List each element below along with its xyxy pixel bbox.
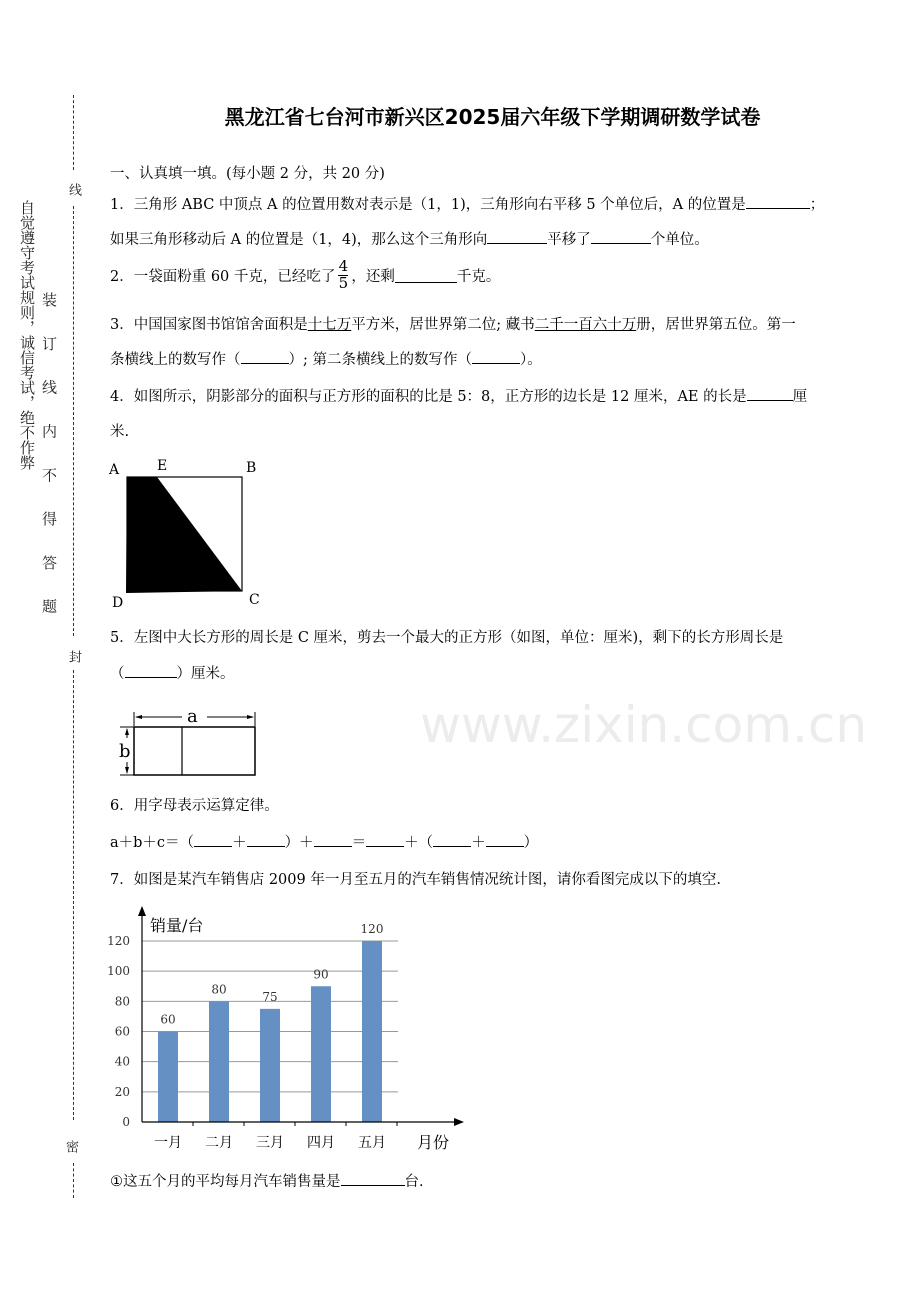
y-tick-label: 0 <box>122 1115 130 1129</box>
question-7-sub-1: ①这五个月的平均每月汽车销售量是 台. <box>110 1170 424 1191</box>
question-6-formula: a＋b＋c＝（ ＋ ）＋ ＝ ＋（ ＋ ） <box>110 831 538 852</box>
shaded-region <box>126 477 242 593</box>
sales-bar-chart <box>100 900 480 1160</box>
big-rectangle <box>134 727 255 775</box>
y-tick-label: 20 <box>114 1084 130 1099</box>
data-label: 120 <box>360 922 384 936</box>
label-a: a <box>187 706 198 727</box>
binding-dashed-line <box>73 670 74 1120</box>
x-tick-label: 五月 <box>358 1135 386 1151</box>
x-tick-label: 一月 <box>154 1135 182 1151</box>
binding-warning-text: 装 订 线 内 不 得 答 题 <box>40 292 58 626</box>
question-4-line-2: 米. <box>110 424 130 440</box>
y-tick-label: 60 <box>114 1024 130 1039</box>
label-c: C <box>249 592 260 608</box>
seal-label-xian: 线 <box>66 183 81 196</box>
x-axis-arrow-icon <box>454 1118 464 1126</box>
binding-dashed-line <box>73 1163 74 1198</box>
question-4-line-1: 4．如图所示，阴影部分的面积与正方形的面积的比是 5：8，正方形的边长是 12 厘米，AE 的长是 厘 <box>110 385 807 406</box>
x-tick-label: 四月 <box>307 1135 335 1151</box>
bar <box>260 1009 280 1122</box>
y-tick-label: 80 <box>114 994 130 1009</box>
data-label: 80 <box>211 982 227 997</box>
x-tick-label: 二月 <box>205 1135 233 1151</box>
binding-dashed-line <box>73 206 74 636</box>
data-label: 60 <box>160 1012 176 1027</box>
question-3-line-2: 条横线上的数写作（ ）; 第二条横线上的数写作（ ）。 <box>110 348 542 369</box>
y-tick-label: 120 <box>107 934 130 948</box>
bar <box>362 941 382 1122</box>
data-label: 75 <box>262 989 278 1004</box>
data-label: 90 <box>313 967 329 982</box>
label-a: A <box>109 462 120 478</box>
question-3-line-1: 3．中国国家图书馆馆舍面积是十七万平方米，居世界第二位; 藏书二千一百六十万册，居世界第五位。第一 <box>110 317 796 333</box>
y-tick-label: 40 <box>114 1054 130 1069</box>
x-tick-label: 三月 <box>256 1135 284 1151</box>
label-b: B <box>246 460 257 476</box>
question-1-line-1: 1．三角形 ABC 中顶点 A 的位置用数对表示是（1，1)，三角形向右平移 5 个单位后，A 的位置是 ； <box>110 193 824 214</box>
rectangle-figure <box>110 700 270 782</box>
exam-rule-text: 自觉遵守考试规则，诚信考试，绝不作弊 <box>18 200 36 470</box>
fraction: $\frac{4}{5}$ <box>338 257 349 292</box>
question-1-line-2: 如果三角形移动后 A 的位置是（1，4)，那么这个三角形向 平移了 个单位。 <box>110 228 709 249</box>
x-axis-label: 月份 <box>417 1133 450 1152</box>
y-axis-label: 销量/台 <box>150 916 204 935</box>
label-e: E <box>157 458 168 474</box>
label-d: D <box>112 595 124 611</box>
seal-label-mi: 密 <box>63 1140 78 1153</box>
bar <box>209 1001 229 1122</box>
question-6: 6．用字母表示运算定律。 <box>110 798 279 814</box>
square-figure <box>100 450 280 615</box>
seal-label-feng: 封 <box>66 650 81 663</box>
section-heading: 一、认真填一填。(每小题 2 分，共 20 分) <box>110 166 385 182</box>
page-title: 黑龙江省七台河市新兴区2025届六年级下学期调研数学试卷 <box>224 105 761 129</box>
question-5-line-1: 5．左图中大长方形的周长是 C 厘米，剪去一个最大的正方形（如图，单位：厘米)，剩下的长方形周长是 <box>110 630 784 646</box>
question-5-line-2: （ ）厘米。 <box>110 662 235 683</box>
label-b: b <box>119 741 131 762</box>
y-tick-label: 100 <box>107 964 130 979</box>
watermark: www.zixin.com.cn <box>420 696 868 754</box>
y-axis-arrow-icon <box>138 906 146 916</box>
bar <box>311 986 331 1122</box>
question-7: 7．如图是某汽车销售店 2009 年一月至五月的汽车销售情况统计图，请你看图完成以下的填空. <box>110 872 721 888</box>
bar <box>158 1032 178 1123</box>
question-2: 2．一袋面粉重 60 千克，已经吃了 $\frac{4}{5}$ ，还剩 千克。 <box>110 257 501 292</box>
